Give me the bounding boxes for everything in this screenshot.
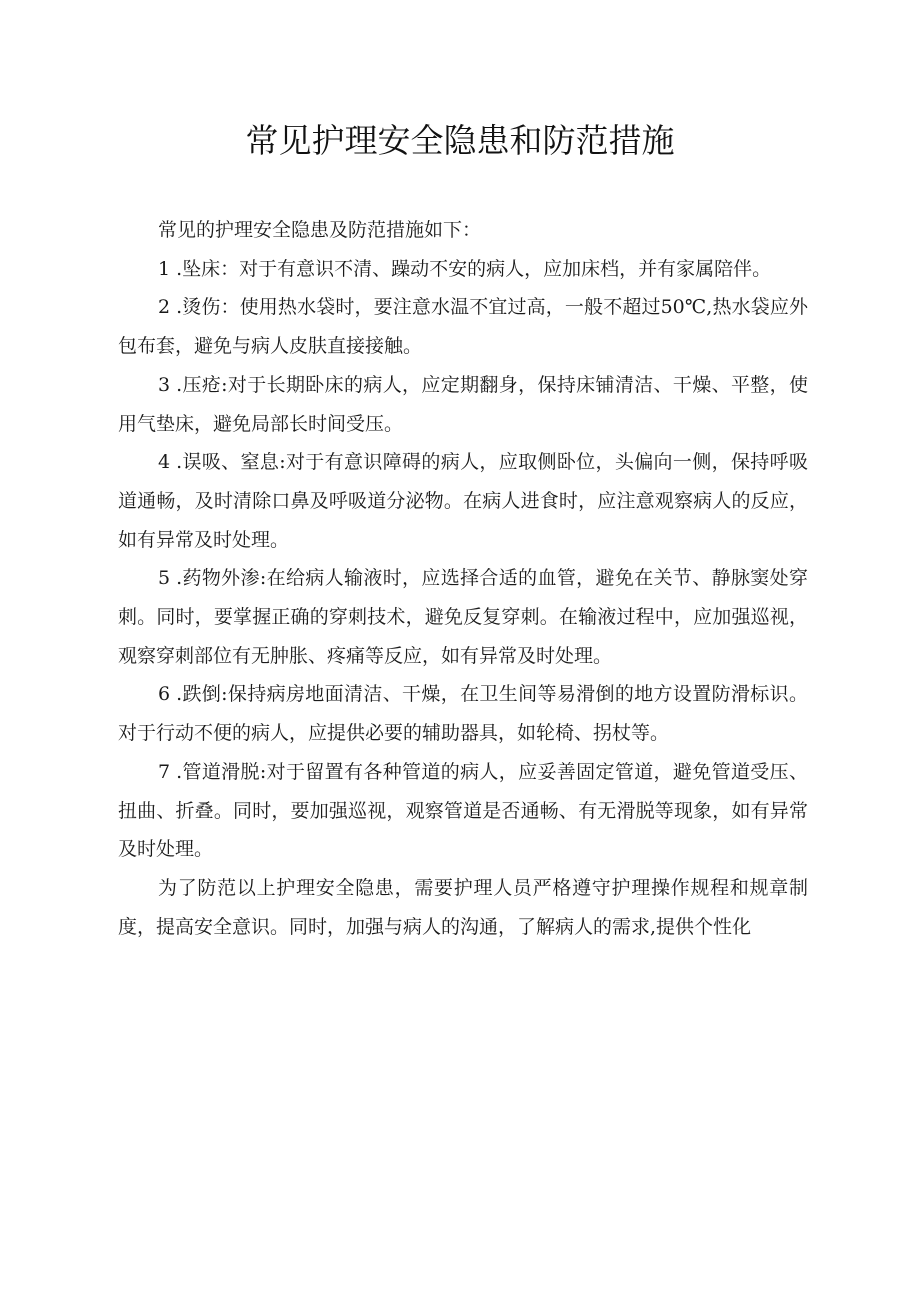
item-number: 3 [158,373,171,396]
item-text: .药物外渗:在给病人输液时，应选择合适的血管，避免在关节、静脉窦处穿刺。同时，要掌握正确的穿刺技术，避免反复穿刺。在输液过程中，应加强巡视，观察穿刺部位有无肿胀、疼痛等反应，如有异常及时处理。 [118,567,808,667]
item-text: .跌倒:保持病房地面清洁、干燥，在卫生间等易滑倒的地方设置防滑标识。对于行动不便的病人，应提供必要的辅助器具，如轮椅、拐杖等。 [118,683,808,745]
list-item [118,559,808,675]
list-item [118,753,808,869]
list-item [118,250,808,289]
list-item [118,443,808,559]
item-number: 6 [158,683,171,706]
item-number: 5 [158,567,171,590]
document-title: 常见护理安全隐患和防范措施 [245,121,675,160]
item-text: .管道滑脱:对于留置有各种管道的病人，应妥善固定管道，避免管道受压、扭曲、折叠。同时，要加强巡视，观察管道是否通畅、有无滑脱等现象，如有异常及时处理。 [118,760,808,861]
item-text: .坠床：对于有意识不清、躁动不安的病人，应加床档，并有家属陪伴。 [176,257,772,280]
item-number: 2 [158,296,171,319]
list-item [118,675,808,752]
conclusion-paragraph: 为了防范以上护理安全隐患，需要护理人员严格遵守护理操作规程和规章制度，提高安全意识。同时，加强与病人的沟通，了解病人的需求,提供个性化 [118,876,808,938]
intro-paragraph: 常见的护理安全隐患及防范措施如下： [158,219,482,241]
list-item [118,288,808,365]
document-body [118,211,808,946]
item-text: .压疮:对于长期卧床的病人，应定期翻身，保持床铺清洁、干燥、平整，使用气垫床，避免局部长时间受压。 [118,373,808,435]
item-number: 4 [158,451,171,474]
item-text: .烫伤：使用热水袋时，要注意水温不宜过高，一般不超过50℃,热水袋应外包布套，避免与病人皮肤直接接触。 [118,296,808,358]
item-number: 1 [158,257,171,280]
item-number: 7 [158,760,171,783]
list-item [118,366,808,443]
item-text: .误吸、窒息:对于有意识障碍的病人，应取侧卧位，头偏向一侧，保持呼吸道通畅，及时清除口鼻及呼吸道分泌物。在病人进食时，应注意观察病人的反应，如有异常及时处理。 [118,451,808,551]
